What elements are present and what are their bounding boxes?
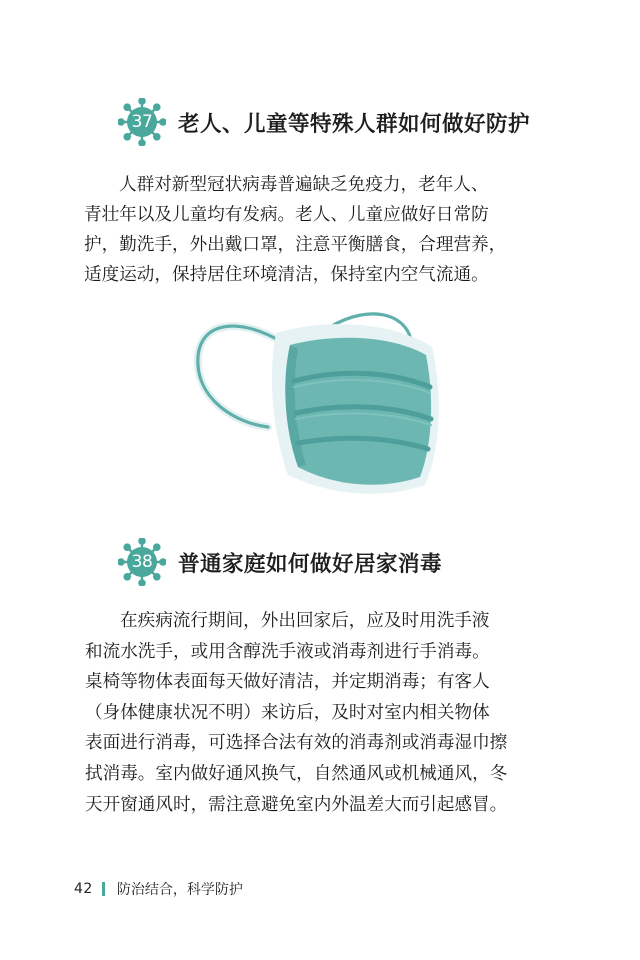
- virus-badge-icon: [118, 98, 166, 146]
- section-title: 普通家庭如何做好居家消毒: [178, 551, 443, 577]
- section-title: 老人、儿童等特殊人群如何做好防护: [178, 111, 531, 137]
- paragraph-line: 适度运动，保持居住环境清洁，保持室内空气流通。: [84, 265, 489, 285]
- surgical-mask-icon: [180, 305, 460, 505]
- section-number: 37: [131, 112, 153, 132]
- section-38-paragraph: [85, 606, 555, 820]
- section-number: 38: [131, 552, 153, 572]
- paragraph-line: 在疾病流行期间，外出回家后，应及时用洗手液: [120, 611, 490, 631]
- paragraph-line: 表面进行消毒，可选择合法有效的消毒剂或消毒湿巾擦: [85, 733, 508, 754]
- paragraph-line: （身体健康状况不明）来访后，及时对室内相关物体: [85, 702, 490, 723]
- book-title: 防治结合，科学防护: [116, 882, 243, 898]
- paragraph-line: 护，勤洗手，外出戴口罩，注意平衡膳食，合理营养，: [84, 235, 507, 255]
- section-37-header: [118, 97, 530, 147]
- section-38-header: [118, 537, 442, 587]
- paragraph-line: 天开窗通风时，需注意避免室内外温差大而引起感冒。: [85, 794, 508, 815]
- section-37-paragraph: [84, 170, 554, 290]
- paragraph-line: 青壮年以及儿童均有发病。老人、儿童应做好日常防: [84, 205, 489, 225]
- paragraph-line: 桌椅等物体表面每天做好清洁，并定期消毒；有客人: [85, 672, 490, 693]
- page-number: 42: [74, 881, 93, 897]
- paragraph-line: 拭消毒。室内做好通风换气，自然通风或机械通风，冬: [85, 763, 508, 784]
- virus-badge-icon: [118, 538, 166, 586]
- page-footer: [74, 878, 243, 900]
- footer-divider: [102, 882, 105, 896]
- paragraph-line: 人群对新型冠状病毒普遍缺乏免疫力，老年人、: [119, 175, 489, 195]
- paragraph-line: 和流水洗手，或用含醇洗手液或消毒剂进行手消毒。: [85, 641, 490, 662]
